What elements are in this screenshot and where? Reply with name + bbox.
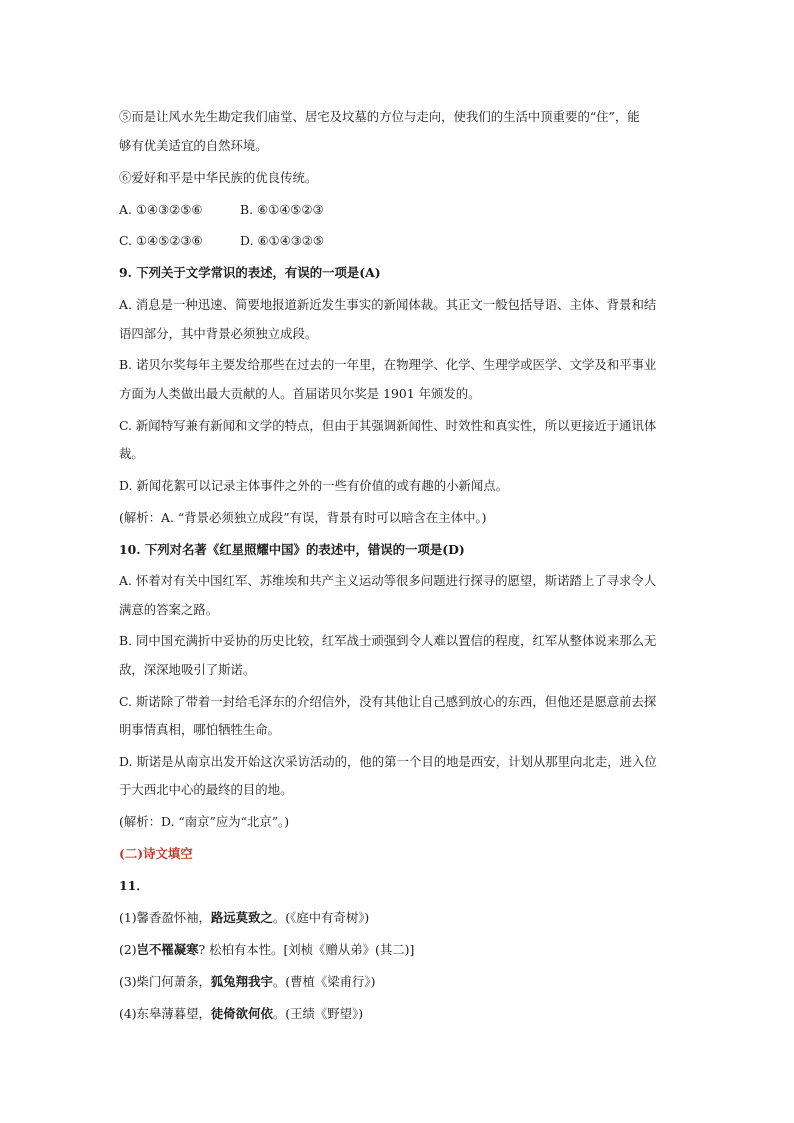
q8-option-d: D. ⑥①④③②⑤ — [240, 233, 325, 248]
q11-item-4-answer: 徒倚欲何依 — [210, 1006, 273, 1021]
q11-item-3-prompt: (3)柴门何萧条， — [119, 974, 211, 989]
q11-item-2-answer: 岂不罹凝寒 — [136, 942, 199, 957]
q9-title: 9. 下列关于文学常识的表述，有误的一项是(A) — [119, 265, 381, 280]
q8-option-a: A. ①④③②⑤⑥ — [119, 202, 203, 217]
q11-item-4-source: 。(王绩《野望》) — [272, 1006, 364, 1021]
section-2-heading: (二)诗文填空 — [119, 846, 193, 861]
q9-analysis: (解析：A. “背景必须独立成段”有误，背景有时可以暗含在主体中。) — [119, 510, 487, 525]
q9-option-d: D. 新闻花絮可以记录主体事件之外的一些有价值的或有趣的小新闻点。 — [119, 478, 509, 493]
q9-option-b-line-1: B. 诺贝尔奖每年主要发给那些在过去的一年里，在物理学、化学、生理学或医学、文学及和平事业 — [119, 357, 657, 372]
q9-option-c-line-1: C. 新闻特写兼有新闻和文学的特点，但由于其强调新闻性、时效性和真实性，所以更接近于通讯体 — [119, 418, 657, 433]
passage-item-5-line-2: 够有优美适宜的自然环境。 — [119, 138, 268, 153]
q10-option-b-line-1: B. 同中国充满折中妥协的历史比较，红军战士顽强到令人难以置信的程度，红军从整体说来那么无 — [119, 633, 657, 648]
q9-option-c-line-2: 裁。 — [119, 446, 144, 461]
q10-analysis: (解析：D. “南京”应为“北京”。) — [119, 814, 290, 829]
q10-option-c-line-1: C. 斯诺除了带着一封给毛泽东的介绍信外，没有其他让自己感到放心的东西，但他还是愿意前去探 — [119, 694, 657, 709]
q11-item-1-prompt: (1)馨香盈怀袖， — [119, 910, 211, 925]
q8-option-b: B. ⑥①④⑤②③ — [240, 202, 324, 217]
q11-item-2-prompt: (2) — [119, 942, 137, 957]
q8-option-c: C. ①④⑤②③⑥ — [119, 233, 203, 248]
q11-item-3-answer: 狐兔翔我宇 — [210, 974, 273, 989]
q11-item-4-prompt: (4)东皋薄暮望， — [119, 1006, 211, 1021]
q10-option-a-line-1: A. 怀着对有关中国红军、苏维埃和共产主义运动等很多问题进行探寻的愿望，斯诺踏上了寻求令人 — [119, 573, 657, 588]
q8-options-row-1 — [119, 202, 679, 218]
q10-title: 10. 下列对名著《红星照耀中国》的表述中，错误的一项是(D) — [119, 542, 465, 557]
q11-item-2-source: ? 松柏有本性。[刘桢《赠从弟》(其二)] — [198, 942, 415, 957]
q9-option-a-line-1: A. 消息是一种迅速、简要地报道新近发生事实的新闻体裁。其正文一般包括导语、主体、背景和结 — [119, 297, 657, 312]
q11-number: 11． — [119, 878, 149, 893]
q11-item-1-answer: 路远莫致之 — [210, 910, 273, 925]
q11-item-3-source: 。(曹植《梁甫行》) — [272, 974, 376, 989]
q10-option-b-line-2: 敌，深深地吸引了斯诺。 — [119, 662, 256, 677]
passage-item-5-line-1: ⑤而是让风水先生勘定我们庙堂、居宅及坟墓的方位与走向，使我们的生活中顶重要的“住”，能 — [119, 109, 640, 124]
q10-option-a-line-2: 满意的答案之路。 — [119, 602, 219, 617]
q11-item-2 — [119, 942, 679, 958]
q10-option-d-line-2: 于大西北中心的最终的目的地。 — [119, 782, 293, 797]
q11-item-3 — [119, 974, 679, 990]
q8-options-row-2 — [119, 233, 679, 249]
q11-item-1 — [119, 910, 679, 926]
q9-option-b-line-2: 方面为人类做出最大贡献的人。首届诺贝尔奖是 1901 年颁发的。 — [119, 386, 481, 401]
q10-option-c-line-2: 明事情真相，哪怕牺牲生命。 — [119, 722, 281, 737]
q9-option-a-line-2: 语四部分，其中背景必须独立成段。 — [119, 326, 318, 341]
passage-item-6: ⑥爱好和平是中华民族的优良传统。 — [119, 170, 318, 185]
q11-item-1-source: 。(《庭中有奇树》) — [272, 910, 370, 925]
q10-option-d-line-1: D. 斯诺是从南京出发开始这次采访活动的，他的第一个目的地是西安，计划从那里向北走，进入位 — [119, 754, 657, 769]
q11-item-4 — [119, 1006, 679, 1022]
